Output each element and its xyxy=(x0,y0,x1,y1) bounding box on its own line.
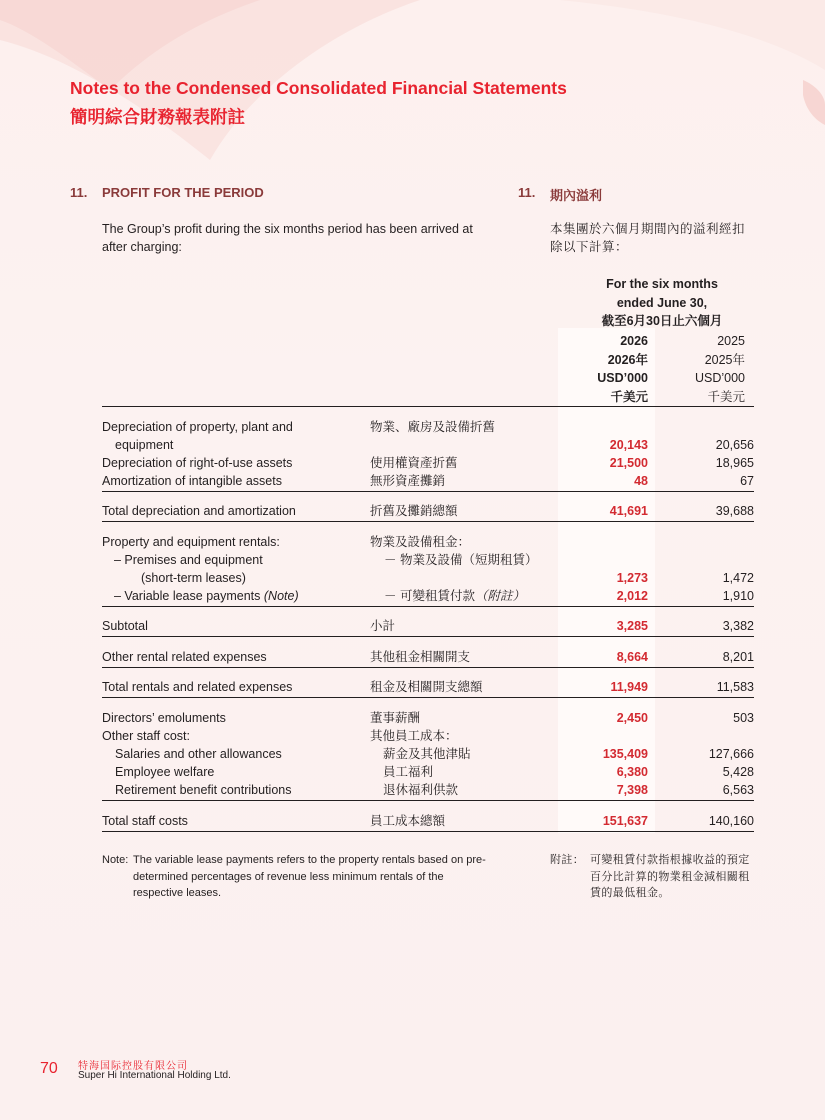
footnote-text-zh: 可變租賃付款指根據收益的預定百分比計算的物業租金減相關租賃的最低租金。 xyxy=(590,854,750,899)
row-label-zh: － 物業及設備（短期租賃） xyxy=(384,553,538,567)
footnote-label-en: Note: xyxy=(102,854,129,866)
row-label-en: (short-term leases) xyxy=(141,571,246,585)
row-label-en: Salaries and other allowances xyxy=(115,747,282,761)
row-label-en: Total rentals and related expenses xyxy=(102,680,293,694)
column-year-zh: 2026年 xyxy=(607,352,648,367)
column-unit: USD’000 xyxy=(597,371,648,385)
table-row-total xyxy=(0,678,825,696)
row-label-zh: 租金及相關開支總額 xyxy=(370,680,483,694)
row-label-en: Total staff costs xyxy=(102,814,188,828)
value-2025: 1,472 xyxy=(722,571,754,585)
column-unit: USD’000 xyxy=(694,371,745,385)
table-row xyxy=(0,648,825,666)
value-2026: 135,409 xyxy=(602,747,648,761)
row-label-zh: 薪金及其他津貼 xyxy=(383,747,471,761)
value-2026: 151,637 xyxy=(602,814,648,828)
row-label-zh: 員工福利 xyxy=(383,765,434,779)
column-year-zh: 2025年 xyxy=(704,352,745,367)
value-2026: 41,691 xyxy=(609,504,648,518)
value-2026: 3,285 xyxy=(616,619,648,633)
value-2026: 2,012 xyxy=(616,589,648,603)
value-2026: 21,500 xyxy=(609,456,648,470)
row-label-en: Retirement benefit contributions xyxy=(115,783,292,797)
table-rule xyxy=(102,697,754,698)
row-label-en: Depreciation of right-of-use assets xyxy=(102,456,293,470)
value-2025: 5,428 xyxy=(722,765,754,779)
section-number-en: 11. xyxy=(70,185,88,200)
table-row xyxy=(0,418,825,436)
intro-text-en: The Group’s profit during the six months period has been arrived at after charging: xyxy=(102,222,473,254)
row-label-en: Employee welfare xyxy=(115,765,215,779)
value-2026: 2,450 xyxy=(616,711,648,725)
value-2025: 6,563 xyxy=(722,783,754,797)
table-row xyxy=(0,533,825,551)
table-row xyxy=(0,436,825,454)
table-rule xyxy=(102,800,754,801)
value-2025: 20,656 xyxy=(715,438,754,452)
row-label-text: － 可變租賃付款 xyxy=(384,589,475,603)
value-2025: 127,666 xyxy=(708,747,754,761)
table-rule xyxy=(102,831,754,832)
value-2026: 7,398 xyxy=(616,783,648,797)
table-rule xyxy=(102,606,754,607)
row-label-en: Other rental related expenses xyxy=(102,650,267,664)
row-label-en: equipment xyxy=(115,438,174,452)
row-label-zh xyxy=(384,587,525,605)
table-rule xyxy=(102,667,754,668)
value-2025: 39,688 xyxy=(715,504,754,518)
value-2025: 140,160 xyxy=(708,814,754,828)
row-label-en: Directors’ emoluments xyxy=(102,711,226,725)
value-2026: 8,664 xyxy=(616,650,648,664)
column-unit-zh: 千美元 xyxy=(707,389,745,404)
table-row xyxy=(0,551,825,569)
row-label-en: Other staff cost: xyxy=(102,729,191,743)
row-label-zh: 董事薪酬 xyxy=(370,711,421,725)
page-title-en: Notes to the Condensed Consolidated Financial Statements xyxy=(70,78,567,98)
table-row xyxy=(0,727,825,745)
period-header-line: For the six months xyxy=(606,277,718,291)
row-label-en: Property and equipment rentals: xyxy=(102,535,280,549)
row-label-en: Amortization of intangible assets xyxy=(102,474,282,488)
value-2026: 11,949 xyxy=(610,680,648,694)
table-row xyxy=(0,763,825,781)
section-title-zh: 期內溢利 xyxy=(550,188,603,203)
table-row xyxy=(0,781,825,799)
table-row-total xyxy=(0,502,825,520)
period-header-line: 截至6月30日止六個月 xyxy=(601,314,723,328)
row-label-zh: 其他租金相關開支 xyxy=(370,650,471,664)
footnote-text-en: The variable lease payments refers to the property rentals based on pre-determined percentages of revenue less minimum rentals of the respective leases. xyxy=(133,854,486,899)
page-number: 70 xyxy=(40,1060,58,1077)
row-label-zh: 折舊及攤銷總額 xyxy=(370,504,458,518)
table-row xyxy=(0,569,825,587)
table-rule xyxy=(102,406,754,407)
row-label-en xyxy=(114,587,299,605)
value-2025: 8,201 xyxy=(722,650,754,664)
value-2025: 67 xyxy=(740,474,754,488)
table-rule xyxy=(102,636,754,637)
row-label-zh: 員工成本總額 xyxy=(370,814,446,828)
value-2025: 11,583 xyxy=(716,680,754,694)
table-rule xyxy=(102,491,754,492)
row-label-en: Subtotal xyxy=(102,619,148,633)
value-2025: 18,965 xyxy=(715,456,754,470)
row-label-en: Depreciation of property, plant and xyxy=(102,420,293,434)
row-label-en: Total depreciation and amortization xyxy=(102,504,296,518)
period-header-line: ended June 30, xyxy=(616,295,708,310)
table-row-total xyxy=(0,812,825,830)
value-2026: 20,143 xyxy=(609,438,648,452)
page-title-zh: 簡明綜合財務報表附註 xyxy=(70,107,245,127)
column-unit-zh: 千美元 xyxy=(610,389,648,404)
note-reference-en: (Note) xyxy=(263,589,299,603)
row-label-zh: 其他員工成本： xyxy=(370,729,458,743)
value-2026: 1,273 xyxy=(616,571,648,585)
footnote-label-zh: 附註： xyxy=(550,854,585,866)
section-title-en: PROFIT FOR THE PERIOD xyxy=(102,185,264,200)
table-row xyxy=(0,587,825,605)
section-number-zh: 11. xyxy=(518,185,536,200)
column-header-2025 xyxy=(650,332,745,406)
intro-text-zh: 本集團於六個月期間內的溢利經扣除以下計算： xyxy=(550,222,746,254)
value-2025: 3,382 xyxy=(722,619,754,633)
company-name-en: Super Hi International Holding Ltd. xyxy=(78,1070,231,1081)
table-rule xyxy=(102,521,754,522)
table-row xyxy=(0,472,825,490)
row-label-zh: 物業、廠房及設備折舊 xyxy=(370,420,496,434)
table-row xyxy=(0,745,825,763)
row-label-zh: 退休福利供款 xyxy=(383,783,459,797)
value-2025: 1,910 xyxy=(722,589,754,603)
row-label-zh: 小計 xyxy=(370,619,396,633)
column-header-2026 xyxy=(553,332,648,406)
period-header xyxy=(572,275,752,331)
column-year: 2026 xyxy=(620,334,648,348)
note-reference-zh: （附註） xyxy=(474,589,525,603)
table-row xyxy=(0,709,825,727)
value-2025: 503 xyxy=(733,711,754,725)
table-row xyxy=(0,454,825,472)
value-2026: 48 xyxy=(634,474,648,488)
row-label-text: – Variable lease payments xyxy=(114,589,261,603)
value-2026: 6,380 xyxy=(616,765,648,779)
row-label-en: – Premises and equipment xyxy=(114,553,263,567)
row-label-zh: 無形資產攤銷 xyxy=(370,474,446,488)
column-year: 2025 xyxy=(717,334,745,348)
table-row-subtotal xyxy=(0,617,825,635)
row-label-zh: 使用權資產折舊 xyxy=(370,456,458,470)
row-label-zh: 物業及設備租金： xyxy=(370,535,471,549)
company-name-zh: 特海国际控股有限公司 xyxy=(78,1061,188,1072)
